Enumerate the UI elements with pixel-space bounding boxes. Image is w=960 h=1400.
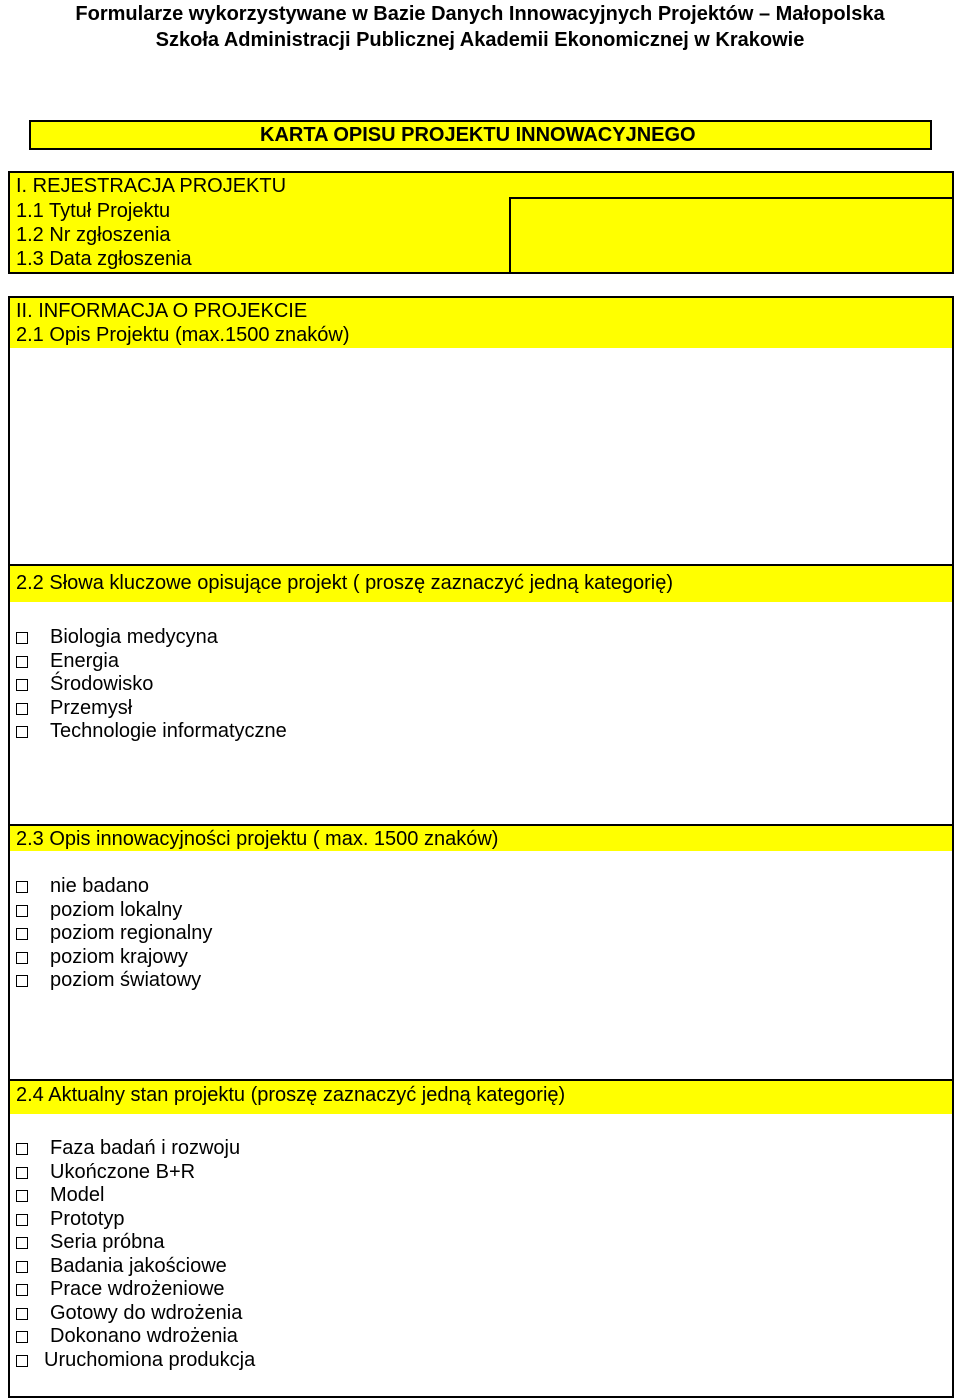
status-label: 2.4 Aktualny stan projektu (proszę zaznaczyć jedną kategorię): [16, 1084, 566, 1106]
document-header-line1: Formularze wykorzystywane w Bazie Danych Innowacyjnych Projektów – Małopolska: [75, 3, 885, 25]
checkbox-icon[interactable]: [16, 1308, 28, 1320]
checkbox-icon[interactable]: [16, 1167, 28, 1179]
status-option-label: Gotowy do wdrożenia: [50, 1301, 243, 1324]
innovation-option-label: poziom lokalny: [50, 898, 183, 921]
innovation-options: [8, 851, 954, 1081]
status-option-label: Model: [50, 1184, 105, 1206]
checkbox-icon[interactable]: [16, 1331, 28, 1343]
keyword-option-label: Energia: [50, 649, 119, 672]
status-option-label: Dokonano wdrożenia: [50, 1325, 238, 1347]
status-option-label: Ukończone B+R: [50, 1160, 196, 1183]
document-header-line2: Szkoła Administracji Publicznej Akademii Ekonomicznej w Krakowie: [155, 29, 805, 51]
field-divider: [509, 197, 511, 272]
checkbox-icon[interactable]: [16, 1190, 28, 1202]
keyword-option-label: Biologia medycyna: [50, 626, 218, 648]
keywords-header: [8, 564, 954, 604]
keyword-option-label: Środowisko: [50, 673, 154, 695]
innovation-option-label: poziom krajowy: [50, 945, 188, 968]
field-label-date: 1.3 Data zgłoszenia: [16, 248, 192, 270]
status-option-label: Badania jakościowe: [50, 1254, 227, 1277]
checkbox-icon[interactable]: [16, 1214, 28, 1226]
checkbox-icon[interactable]: [16, 952, 28, 964]
checkbox-icon[interactable]: [16, 656, 28, 668]
innovation-option-label: nie badano: [50, 875, 149, 897]
innovation-header: [8, 824, 954, 853]
innovation-label: 2.3 Opis innowacyjności projektu ( max. 1500 znaków): [16, 828, 499, 850]
checkbox-icon[interactable]: [16, 1261, 28, 1273]
status-option-label: Prototyp: [50, 1207, 125, 1230]
status-option-label: Uruchomiona produkcja: [44, 1348, 256, 1371]
checkbox-icon[interactable]: [16, 1284, 28, 1296]
innovation-option-label: poziom światowy: [50, 969, 202, 991]
section-information-heading: II. INFORMACJA O PROJEKCIE: [16, 300, 308, 322]
field-label-title: 1.1 Tytuł Projektu: [16, 200, 171, 222]
innovation-option-label: poziom regionalny: [50, 922, 213, 944]
checkbox-icon[interactable]: [16, 1143, 28, 1155]
status-header: [8, 1079, 954, 1116]
field-separator: [509, 197, 952, 199]
section-registration: [8, 171, 954, 274]
field-label-number: 1.2 Nr zgłoszenia: [16, 224, 171, 246]
checkbox-icon[interactable]: [16, 679, 28, 691]
checkbox-icon[interactable]: [16, 1355, 28, 1367]
status-option-label: Prace wdrożeniowe: [50, 1278, 225, 1300]
section-registration-heading: I. REJESTRACJA PROJEKTU: [16, 175, 287, 197]
keywords-options: [8, 602, 954, 826]
section-information: [8, 296, 954, 350]
checkbox-icon[interactable]: [16, 881, 28, 893]
keyword-option-label: Technologie informatyczne: [50, 720, 287, 742]
description-label: 2.1 Opis Projektu (max.1500 znaków): [16, 324, 350, 346]
form-title-box: [29, 120, 932, 150]
status-option-label: Seria próbna: [50, 1231, 165, 1253]
keywords-label: 2.2 Słowa kluczowe opisujące projekt ( proszę zaznaczyć jedną kategorię): [16, 572, 674, 594]
checkbox-icon[interactable]: [16, 726, 28, 738]
status-options: [8, 1114, 954, 1398]
checkbox-icon[interactable]: [16, 928, 28, 940]
checkbox-icon[interactable]: [16, 703, 28, 715]
description-field[interactable]: [8, 348, 954, 566]
checkbox-icon[interactable]: [16, 975, 28, 987]
checkbox-icon[interactable]: [16, 632, 28, 644]
form-title: KARTA OPISU PROJEKTU INNOWACYJNEGO: [260, 124, 696, 146]
checkbox-icon[interactable]: [16, 1237, 28, 1249]
checkbox-icon[interactable]: [16, 905, 28, 917]
status-option-label: Faza badań i rozwoju: [50, 1137, 241, 1159]
keyword-option-label: Przemysł: [50, 696, 133, 719]
